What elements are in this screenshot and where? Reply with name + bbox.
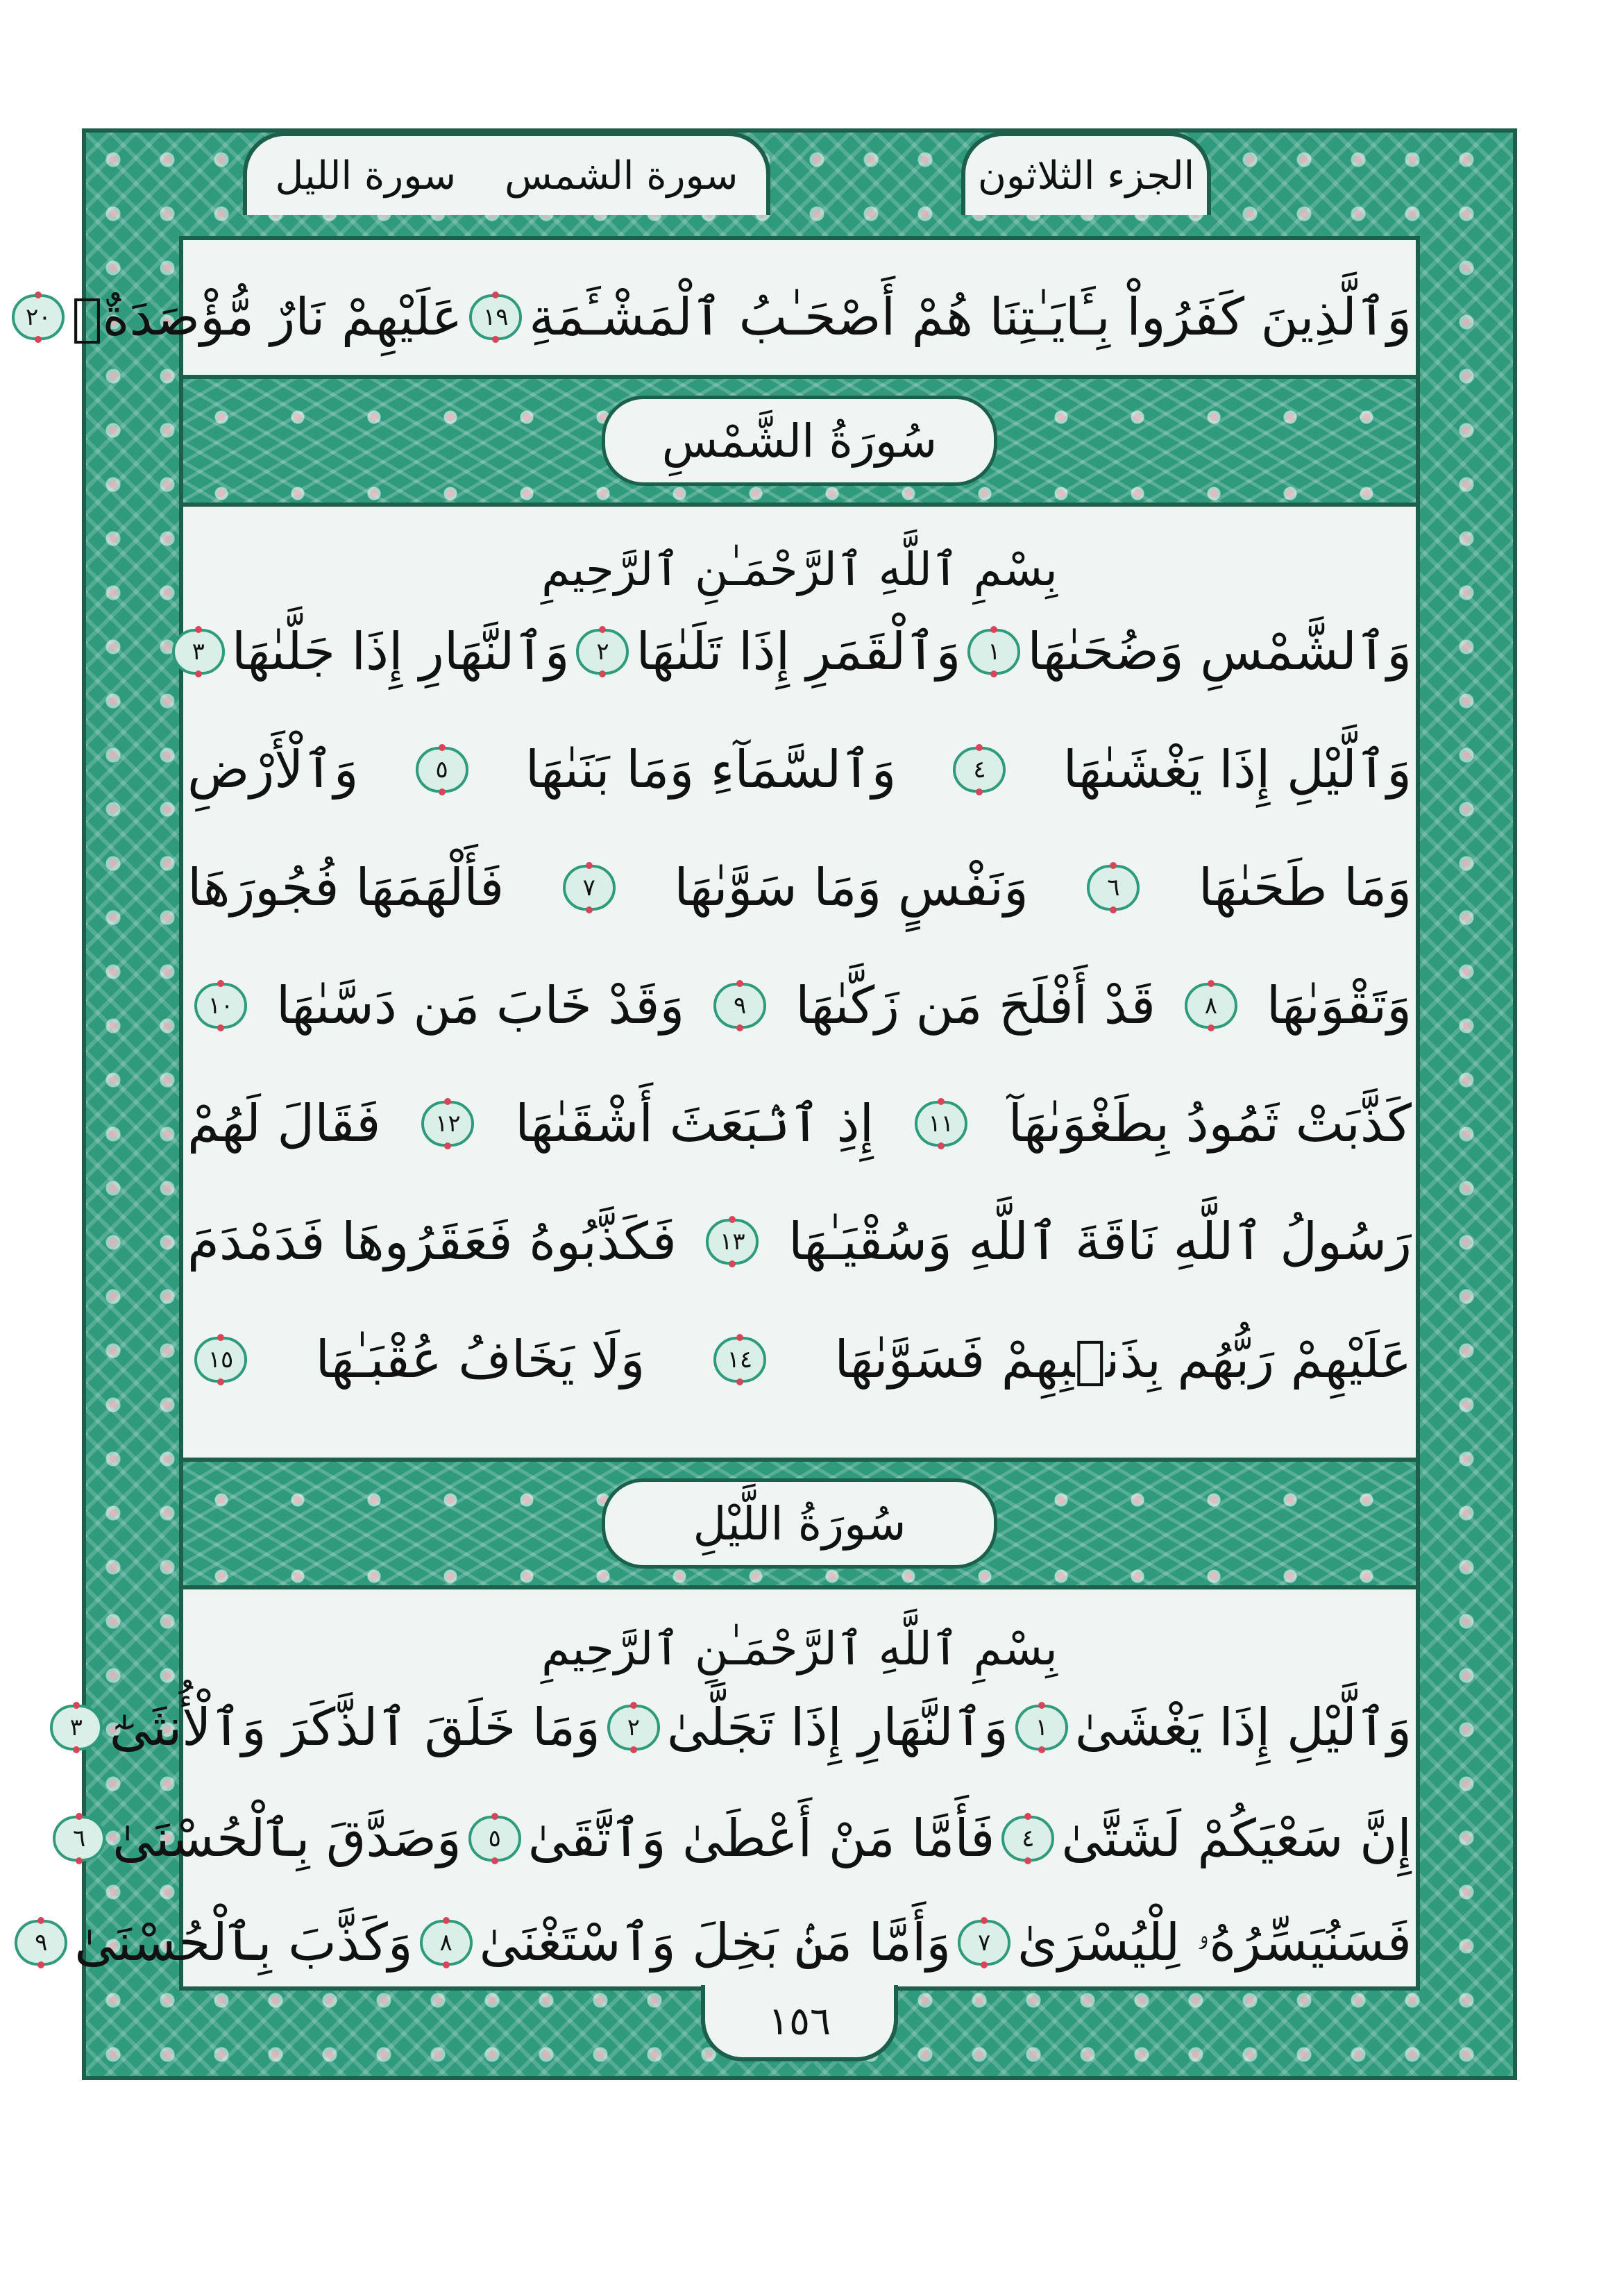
ayah-number-marker: ١ xyxy=(1015,1705,1068,1750)
verse-text: وَأَمَّا مَنۢ بَخِلَ وَٱسْتَغْنَىٰ xyxy=(479,1913,951,1973)
ayah-number-marker: ١٢ xyxy=(421,1101,474,1147)
verse-line xyxy=(187,965,1412,1047)
verse-text: إِنَّ سَعْيَكُمْ لَشَتَّىٰ xyxy=(1061,1809,1412,1868)
ayah-number-marker: ٨ xyxy=(1185,983,1237,1029)
verse-text: وَٱلسَّمَآءِ وَمَا بَنَىٰهَا xyxy=(525,740,897,800)
verse-text: كَذَّبَتْ ثَمُودُ بِطَغْوَىٰهَآ xyxy=(1008,1094,1412,1154)
verse-text: وَتَقْوَىٰهَا xyxy=(1266,976,1412,1036)
ayah-number-marker: ٥ xyxy=(468,1816,521,1862)
ayah-number-marker: ٦ xyxy=(1087,865,1140,911)
ayah-number-marker: ٧ xyxy=(958,1920,1010,1966)
verse-line xyxy=(187,611,1412,693)
ayah-number-marker: ٤ xyxy=(1001,1816,1054,1862)
ayah-number-marker: ١٠ xyxy=(194,983,247,1029)
verse-text: وَصَدَّقَ بِٱلْحُسْنَىٰ xyxy=(112,1809,462,1868)
ayah-number-marker: ٥ xyxy=(416,747,468,793)
ayah-number-marker: ٢٠ xyxy=(12,294,65,340)
verse-text: رَسُولُ ٱللَّهِ نَاقَةَ ٱللَّهِ وَسُقْيَـٰهَا xyxy=(788,1212,1412,1272)
juz-label: الجزء الثلاثون xyxy=(977,153,1195,199)
verse-text: وَٱلنَّهَارِ إِذَا تَجَلَّىٰ xyxy=(666,1698,1008,1757)
verse-text: وَلَا يَخَافُ عُقْبَـٰهَا xyxy=(315,1330,645,1390)
verse-text: قَدْ أَفْلَحَ مَن زَكَّىٰهَا xyxy=(795,976,1156,1036)
verse-line xyxy=(187,1201,1412,1283)
ayah-number-marker: ٦ xyxy=(53,1816,105,1862)
ayah-number-marker: ٤ xyxy=(953,747,1006,793)
ayah-number-marker: ١ xyxy=(967,629,1020,675)
verse-line xyxy=(35,1902,1412,1984)
verse-text: فَكَذَّبُوهُ فَعَقَرُوهَا فَدَمْدَمَ xyxy=(187,1212,677,1272)
surah-name-right: سورة الشمس xyxy=(505,153,738,199)
verse-text: فَأَمَّا مَنْ أَعْطَىٰ وَٱتَّقَىٰ xyxy=(527,1809,995,1868)
ayah-number-marker: ٢ xyxy=(576,629,629,675)
verse-text: وَمَا طَحَىٰهَا xyxy=(1198,858,1412,918)
ayah-number-marker: ١٤ xyxy=(713,1337,766,1383)
ayah-number-marker: ٨ xyxy=(420,1920,473,1966)
surah-title-shams: سُورَةُ الشَّمْسِ xyxy=(602,396,997,486)
surah-name-left: سورة الليل xyxy=(275,153,457,199)
verse-text: عَلَيْهِمْ رَبُّهُم بِذَنۢبِهِمْ فَسَوَّىٰهَا xyxy=(834,1330,1412,1390)
verse-text: فَقَالَ لَهُمْ xyxy=(187,1094,381,1154)
basmala-shams: بِسْمِ ٱللَّهِ ٱلرَّحْمَـٰنِ ٱلرَّحِيمِ xyxy=(541,542,1058,596)
verse-text: وَمَا خَلَقَ ٱلذَّكَرَ وَٱلْأُنثَىٰٓ xyxy=(109,1698,600,1757)
ayah-number-marker: ١٥ xyxy=(194,1337,247,1383)
ayah-number-marker: ٧ xyxy=(563,865,616,911)
verse-line xyxy=(26,276,1412,358)
surah-banner-shams xyxy=(179,375,1420,507)
ayah-number-marker: ٣ xyxy=(172,629,225,675)
page-number: ١٥٦ xyxy=(701,1985,898,2061)
ayah-number-marker: ٢ xyxy=(607,1705,660,1750)
verse-text: عَلَيْهِمْ نَارٌ مُّؤْصَدَةٌۢ xyxy=(71,287,463,347)
juz-header xyxy=(961,132,1211,215)
verse-line xyxy=(187,847,1412,929)
verse-text: وَقَدْ خَابَ مَن دَسَّىٰهَا xyxy=(276,976,685,1036)
verse-text: وَٱلْأَرْضِ xyxy=(187,740,359,800)
basmala-layl: بِسْمِ ٱللَّهِ ٱلرَّحْمَـٰنِ ٱلرَّحِيمِ xyxy=(541,1621,1058,1675)
verse-text: وَكَذَّبَ بِٱلْحُسْنَىٰ xyxy=(74,1913,413,1973)
verse-text: وَٱلَّيْلِ إِذَا يَغْشَىٰ xyxy=(1074,1698,1412,1757)
ayah-number-marker: ١٩ xyxy=(469,294,522,340)
verse-text: وَٱلَّيْلِ إِذَا يَغْشَىٰهَا xyxy=(1063,740,1412,800)
verse-text: وَٱلْقَمَرِ إِذَا تَلَىٰهَا xyxy=(636,622,961,682)
verse-text: وَٱلشَّمْسِ وَضُحَىٰهَا xyxy=(1027,622,1412,682)
ayah-number-marker: ٩ xyxy=(713,983,766,1029)
verse-line xyxy=(73,1798,1412,1880)
verse-line xyxy=(187,729,1412,811)
verse-text: فَسَنُيَسِّرُهُۥ لِلْيُسْرَىٰ xyxy=(1017,1912,1412,1973)
ayah-number-marker: ٩ xyxy=(15,1920,67,1966)
verse-text: وَنَفْسٍ وَمَا سَوَّىٰهَا xyxy=(674,858,1029,918)
surah-title-layl: سُورَةُ اللَّيْلِ xyxy=(602,1478,997,1569)
ayah-number-marker: ١١ xyxy=(915,1101,967,1147)
surah-banner-layl xyxy=(179,1458,1420,1589)
verse-text: فَأَلْهَمَهَا فُجُورَهَا xyxy=(187,858,505,918)
ayah-number-marker: ٣ xyxy=(50,1705,103,1750)
ayah-number-marker: ١٣ xyxy=(706,1219,759,1265)
verse-text: وَٱلَّذِينَ كَفَرُواْ بِـَٔايَـٰتِنَا هُمْ أَصْحَـٰبُ ٱلْمَشْـَٔمَةِ xyxy=(529,287,1412,347)
surah-header xyxy=(243,132,770,215)
verse-line xyxy=(187,1083,1412,1165)
verse-line xyxy=(69,1687,1412,1769)
verse-text: وَٱلنَّهَارِ إِذَا جَلَّىٰهَا xyxy=(231,622,570,682)
verse-line xyxy=(187,1319,1412,1401)
verse-text: إِذِ ٱنۢبَعَثَ أَشْقَىٰهَا xyxy=(515,1094,874,1154)
